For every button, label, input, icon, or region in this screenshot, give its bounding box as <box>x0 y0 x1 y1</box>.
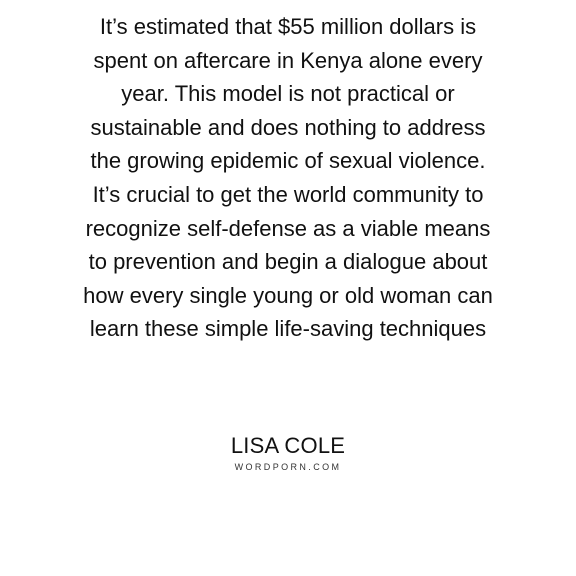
quote-text <box>40 10 536 346</box>
quote-line: learn these simple life-saving techniques <box>89 316 487 342</box>
quote-line: year. This model is not practical or <box>121 81 455 107</box>
quote-line: sustainable and does nothing to address <box>90 114 486 140</box>
source-site: WORDPORN.COM <box>234 462 342 472</box>
quote-line: the growing epidemic of sexual violence. <box>90 148 486 174</box>
quote-line: It’s crucial to get the world community to <box>92 181 484 207</box>
quote-line: spent on aftercare in Kenya alone every <box>93 47 483 73</box>
quote-line: to prevention and begin a dialogue about <box>88 249 488 275</box>
author-block <box>0 432 576 473</box>
quote-line: It’s estimated that $55 million dollars is <box>99 14 477 39</box>
quote-line: recognize self-defense as a viable means <box>85 215 491 241</box>
author-name: LISA COLE <box>230 433 346 458</box>
quote-line: how every single young or old woman can <box>83 282 493 308</box>
